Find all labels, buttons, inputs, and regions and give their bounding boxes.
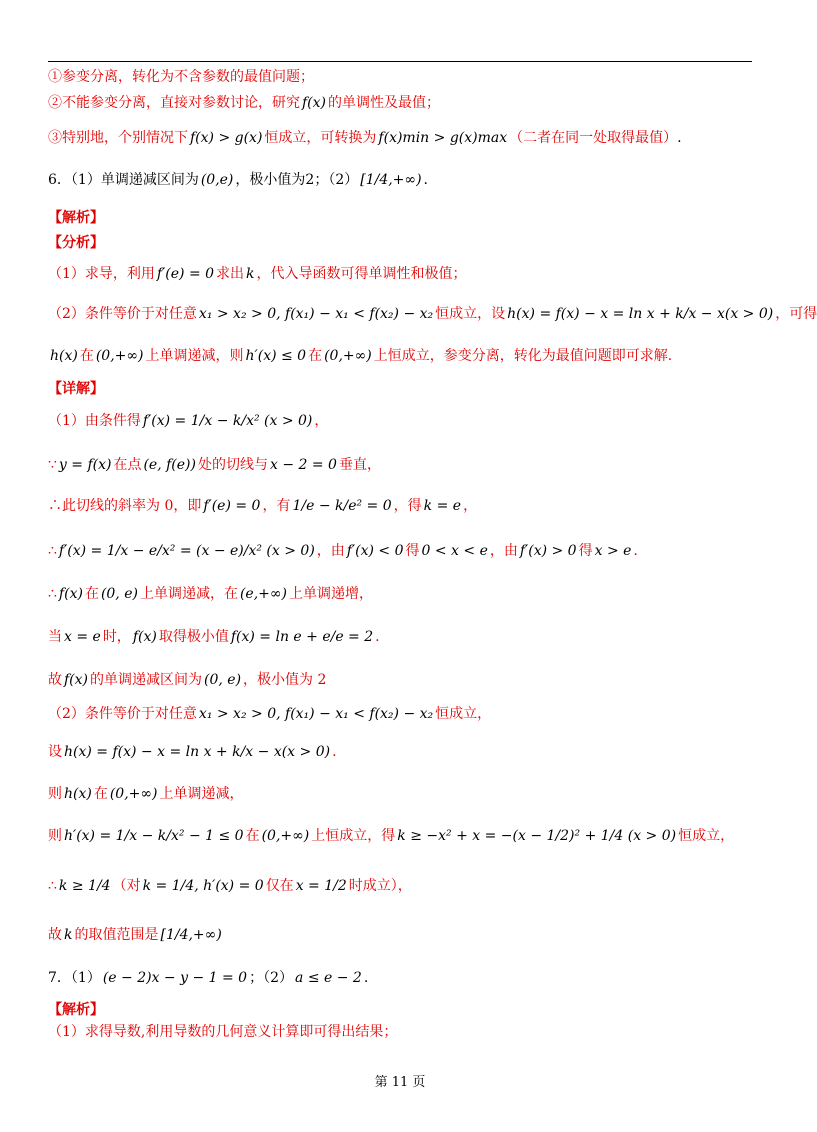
text-segment: （二者在同一处取得最值） [509, 130, 678, 146]
text-segment: 仅在 [265, 878, 294, 894]
text-segment: ∴ [48, 878, 57, 894]
math-expression: f(x) [302, 95, 327, 111]
text-segment: . [332, 744, 337, 760]
text-line [48, 411, 328, 431]
math-expression: x₁ > x₂ > 0, f(x₁) − x₁ < f(x₂) − x₂ [198, 706, 434, 722]
text-segment: 则 [48, 786, 62, 802]
text-segment: 恒成立， [678, 828, 735, 844]
text-segment: 在 [84, 586, 99, 602]
math-expression: f′(e) = 0 [203, 498, 261, 514]
math-expression: h′(x) = 1/x − k/x² − 1 ≤ 0 [64, 828, 244, 844]
text-segment: 在 [308, 348, 323, 364]
text-segment: ②不能参变分离，直接对参数讨论，研究 [48, 95, 300, 111]
text-segment: 在点 [113, 457, 142, 473]
text-segment: ， [463, 498, 478, 514]
text-segment: 在 [245, 828, 260, 844]
text-segment: . [375, 629, 380, 645]
text-line [48, 455, 381, 475]
text-segment: ①参变分离，转化为不含参数的最值问题； [48, 69, 314, 85]
text-segment: 取得极小值 [158, 629, 229, 645]
text-line [48, 304, 817, 324]
math-expression: (0,+∞) [261, 828, 310, 844]
text-segment: 当 [48, 629, 62, 645]
text-segment: 的单调性及最值； [328, 95, 441, 111]
text-line [48, 876, 412, 896]
math-expression: [1/4,+∞) [360, 172, 422, 188]
text-segment: ∴ [48, 586, 57, 602]
text-segment: ；（2） [249, 970, 294, 986]
text-segment: . [677, 130, 682, 146]
text-segment: 恒成立， [435, 706, 492, 722]
math-expression: h(x) = f(x) − x = ln x + k/x − x(x > 0) [507, 306, 774, 322]
math-expression: (e,+∞) [239, 586, 288, 602]
text-segment: ，得 [393, 498, 422, 514]
math-expression: x₁ > x₂ > 0, f(x₁) − x₁ < f(x₂) − x₂ [198, 306, 434, 322]
text-segment: 上单调递减， [159, 786, 244, 802]
text-line [48, 233, 104, 253]
math-expression: f(x) [132, 629, 157, 645]
math-expression: x − 2 = 0 [269, 457, 337, 473]
text-segment: 故 [48, 927, 62, 943]
math-expression: f(x)min > g(x)max [378, 130, 508, 146]
text-segment: ， [314, 413, 329, 429]
math-expression: (0,+∞) [324, 348, 372, 364]
text-segment: （2）条件等价于对任意 [48, 306, 197, 322]
text-line [48, 264, 467, 284]
math-expression: f′(x) = 1/x − k/x² (x > 0) [142, 413, 313, 429]
math-expression: k ≥ −x² + x = −(x − 1/2)² + 1/4 (x > 0) [397, 828, 677, 844]
text-line [48, 170, 428, 190]
text-segment: 处的切线与 [197, 457, 268, 473]
text-segment: . [363, 970, 369, 986]
math-expression: k [64, 927, 73, 943]
text-segment: 得 [405, 543, 420, 559]
text-segment: ，可得 [775, 306, 817, 322]
text-segment: 垂直， [338, 457, 381, 473]
math-expression: f′(x) > 0 [519, 543, 577, 559]
text-line [48, 627, 380, 647]
section-header: 【解析】 [48, 1002, 104, 1018]
text-segment: ，极小值为2；（2） [235, 172, 359, 188]
text-segment: 上恒成立，参变分离，转化为最值问题即可求解. [373, 348, 673, 364]
math-expression: f(x) > g(x) [190, 130, 263, 146]
text-segment: ∵ [48, 457, 57, 473]
text-line [48, 346, 672, 366]
text-line [48, 704, 491, 724]
math-expression: f′(x) = 1/x − e/x² = (x − e)/x² (x > 0) [58, 543, 315, 559]
text-segment: ∴此切线的斜率为 0，即 [48, 498, 202, 514]
math-expression: k = 1/4, h′(x) = 0 [142, 878, 264, 894]
math-expression: y = f(x) [58, 457, 112, 473]
text-line [48, 496, 477, 516]
math-expression: (0,+∞) [109, 786, 158, 802]
text-line [48, 584, 373, 604]
math-expression: (0,+∞) [95, 348, 144, 364]
math-expression: k = e [423, 498, 462, 514]
text-line [48, 826, 734, 846]
text-segment: 在 [79, 348, 94, 364]
text-line [48, 379, 104, 399]
text-segment: ，有 [262, 498, 291, 514]
text-segment: 时成立）， [348, 878, 412, 894]
text-segment: . [423, 172, 428, 188]
text-line [48, 670, 326, 690]
text-segment: 得 [578, 543, 593, 559]
text-segment: ，极小值为 2 [243, 672, 327, 688]
math-expression: x = 1/2 [295, 878, 347, 894]
math-expression: a ≤ e − 2 [295, 970, 362, 986]
text-segment: 故 [48, 672, 62, 688]
text-segment: ③特别地，个别情况下 [48, 130, 188, 146]
section-header: 【详解】 [48, 381, 104, 397]
text-segment: （1）求得导数,利用导数的几何意义计算即可得出结果； [48, 1024, 398, 1040]
text-segment: 6．（1）单调递减区间为 [48, 172, 199, 188]
math-expression: x > e [594, 543, 632, 559]
text-segment: 时， [102, 629, 131, 645]
text-segment: 的取值范围是 [74, 927, 159, 943]
math-expression: h(x) [64, 786, 92, 802]
text-segment: （1）由条件得 [48, 413, 141, 429]
math-expression: h(x) [50, 348, 78, 364]
text-segment: 求出 [216, 266, 245, 282]
text-segment: ∴ [48, 543, 57, 559]
text-line [48, 128, 682, 148]
text-line [48, 1000, 104, 1020]
text-segment: 7．（1） [48, 970, 101, 986]
text-line [48, 208, 104, 228]
math-expression: 0 < x < e [421, 543, 488, 559]
text-segment: ，代入导函数可得单调性和极值； [256, 266, 467, 282]
text-segment: . [633, 543, 638, 559]
math-expression: f(x) [58, 586, 83, 602]
section-header: 【分析】 [48, 235, 104, 251]
text-segment: 恒成立，设 [435, 306, 506, 322]
math-expression: h′(x) ≤ 0 [245, 348, 307, 364]
text-line [48, 1022, 397, 1042]
math-expression: (e, f(e)) [143, 457, 196, 473]
text-line [48, 67, 314, 87]
text-segment: 的单调递减区间为 [90, 672, 203, 688]
header-rule [48, 61, 752, 62]
text-segment: ，由 [489, 543, 518, 559]
text-segment: 则 [48, 828, 62, 844]
math-expression: k [246, 266, 255, 282]
math-expression: [1/4,+∞) [160, 927, 222, 943]
math-expression: f(x) = ln e + e/e = 2 [230, 629, 374, 645]
text-line [48, 968, 368, 988]
math-expression: 1/e − k/e² = 0 [292, 498, 392, 514]
text-line [48, 541, 638, 561]
text-segment: （对 [112, 878, 141, 894]
text-segment: 恒成立，可转换为 [264, 130, 377, 146]
math-expression: (0, e) [100, 586, 138, 602]
text-segment: 上单调递减，在 [139, 586, 238, 602]
text-segment: （2）条件等价于对任意 [48, 706, 197, 722]
text-segment: 设 [48, 744, 62, 760]
text-line [48, 925, 224, 945]
text-segment: 上恒成立，得 [311, 828, 396, 844]
page-number: 第 11 页 [374, 1075, 426, 1090]
text-segment: 上单调递减，则 [145, 348, 244, 364]
math-expression: x = e [64, 629, 101, 645]
text-segment: （1）求导，利用 [48, 266, 155, 282]
text-line [48, 742, 337, 762]
text-segment: 在 [93, 786, 108, 802]
text-segment: 上单调递增， [289, 586, 374, 602]
math-expression: (e − 2)x − y − 1 = 0 [102, 970, 248, 986]
section-header: 【解析】 [48, 210, 104, 226]
math-expression: f′(x) < 0 [346, 543, 404, 559]
math-expression: k ≥ 1/4 [58, 878, 111, 894]
math-expression: h(x) = f(x) − x = ln x + k/x − x(x > 0) [64, 744, 331, 760]
text-segment: ，由 [316, 543, 345, 559]
text-line [48, 784, 244, 804]
math-expression: f(x) [64, 672, 89, 688]
math-expression: (0, e) [204, 672, 242, 688]
math-expression: (0,e) [200, 172, 234, 188]
text-line [48, 93, 440, 113]
math-expression: f′(e) = 0 [156, 266, 215, 282]
